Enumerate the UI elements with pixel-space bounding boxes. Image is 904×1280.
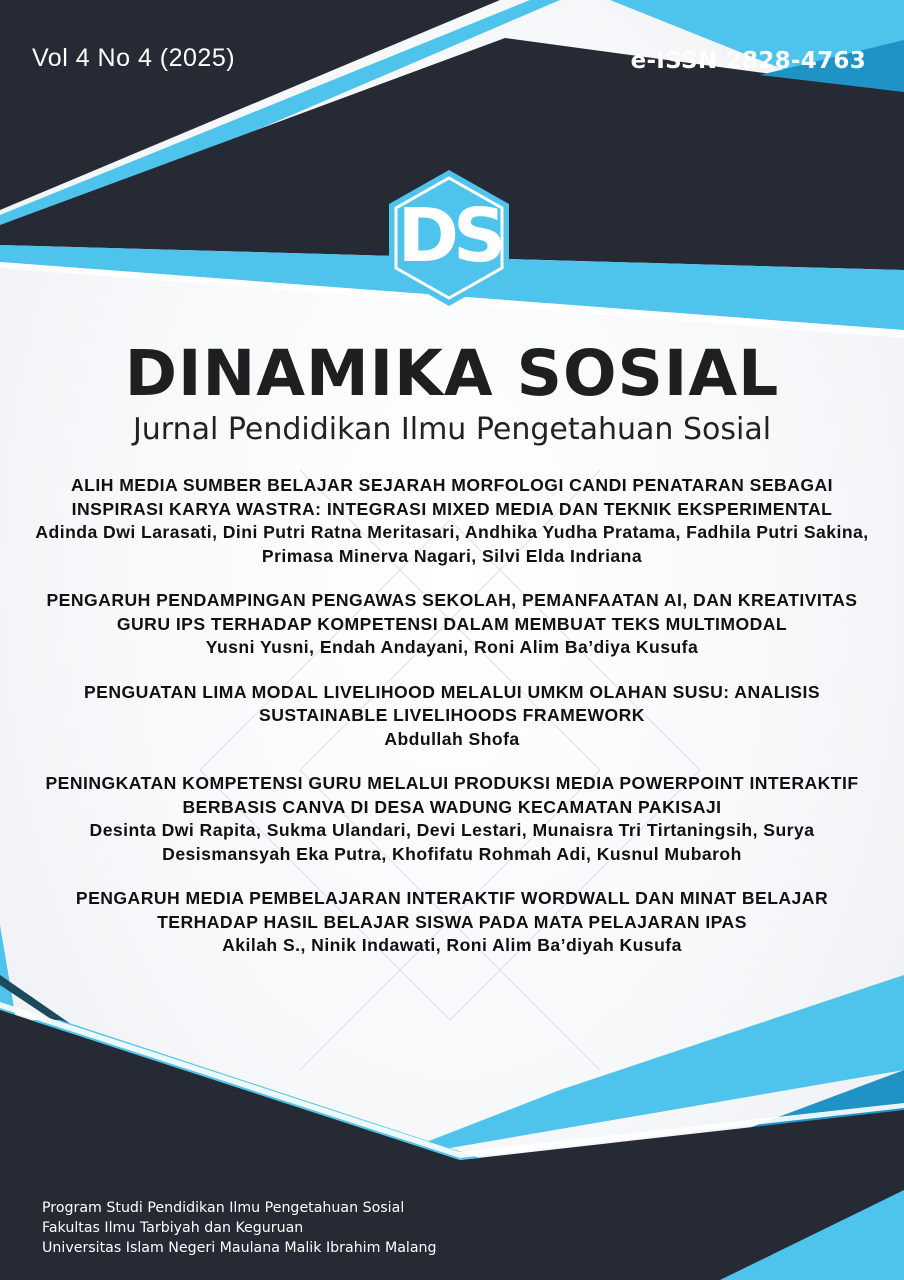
article-authors: Abdullah Shofa: [384, 728, 520, 749]
article-item: [26, 887, 878, 958]
journal-title: DINAMIKA SOSIAL: [124, 337, 780, 410]
article-title: PENINGKATAN KOMPETENSI GURU MELALUI PRODUKSI MEDIA POWERPOINT INTERAKTIF BERBASIS CANVA DI DESA WADUNG KECAMATAN PAKISAJI: [45, 773, 859, 817]
article-item: [26, 589, 878, 660]
article-authors: Yusni Yusni, Endah Andayani, Roni Alim Ba’diya Kusufa: [205, 637, 699, 657]
institution-program: Program Studi Pendidikan Ilmu Pengetahuan Sosial: [42, 1200, 405, 1216]
institution-university: Universitas Islam Negeri Maulana Malik Ibrahim Malang: [42, 1240, 437, 1256]
article-authors: Akilah S., Ninik Indawati, Roni Alim Ba’diyah Kusufa: [222, 935, 682, 955]
journal-subtitle: Jurnal Pendidikan Ilmu Pengetahuan Sosial: [132, 412, 772, 447]
institution-faculty: Fakultas Ilmu Tarbiyah dan Keguruan: [42, 1220, 304, 1236]
article-authors: Adinda Dwi Larasati, Dini Putri Ratna Meritasari, Andhika Yudha Pratama, Fadhila Putri Sakina, Primasa Minerva Nagari, Silvi Elda Indriana: [35, 522, 869, 566]
article-title: PENGARUH MEDIA PEMBELAJARAN INTERAKTIF WORDWALL DAN MINAT BELAJAR TERHADAP HASIL BELAJAR SISWA PADA MATA PELAJARAN IPAS: [75, 888, 829, 932]
article-title: ALIH MEDIA SUMBER BELAJAR SEJARAH MORFOLOGI CANDI PENATARAN SEBAGAI INSPIRASI KARYA WASTRA: INTEGRASI MIXED MEDIA DAN TEKNIK EKSPERIMENTAL: [71, 475, 833, 519]
article-item: [26, 681, 878, 752]
article-authors: Desinta Dwi Rapita, Sukma Ulandari, Devi Lestari, Munaisra Tri Tirtaningsih, Surya Desismansyah Eka Putra, Khofifatu Rohmah Adi, Kusnul Mubaroh: [89, 820, 815, 864]
logo-letters: DS: [397, 193, 501, 279]
article-item: [26, 474, 878, 568]
article-title: PENGUATAN LIMA MODAL LIVELIHOOD MELALUI UMKM OLAHAN SUSU: ANALISIS SUSTAINABLE LIVELIHOODS FRAMEWORK: [83, 681, 821, 725]
article-list: [26, 474, 878, 979]
article-title: PENGARUH PENDAMPINGAN PENGAWAS SEKOLAH, PEMANFAATAN AI, DAN KREATIVITAS GURU IPS TERHADAP KOMPETENSI DALAM MEMBUAT TEKS MULTIMODAL: [46, 590, 858, 634]
institution-block: [42, 1198, 437, 1258]
article-item: [26, 772, 878, 866]
issn-label: e-ISSN 2828-4763: [630, 48, 866, 74]
volume-label: Vol 4 No 4 (2025): [32, 44, 236, 72]
